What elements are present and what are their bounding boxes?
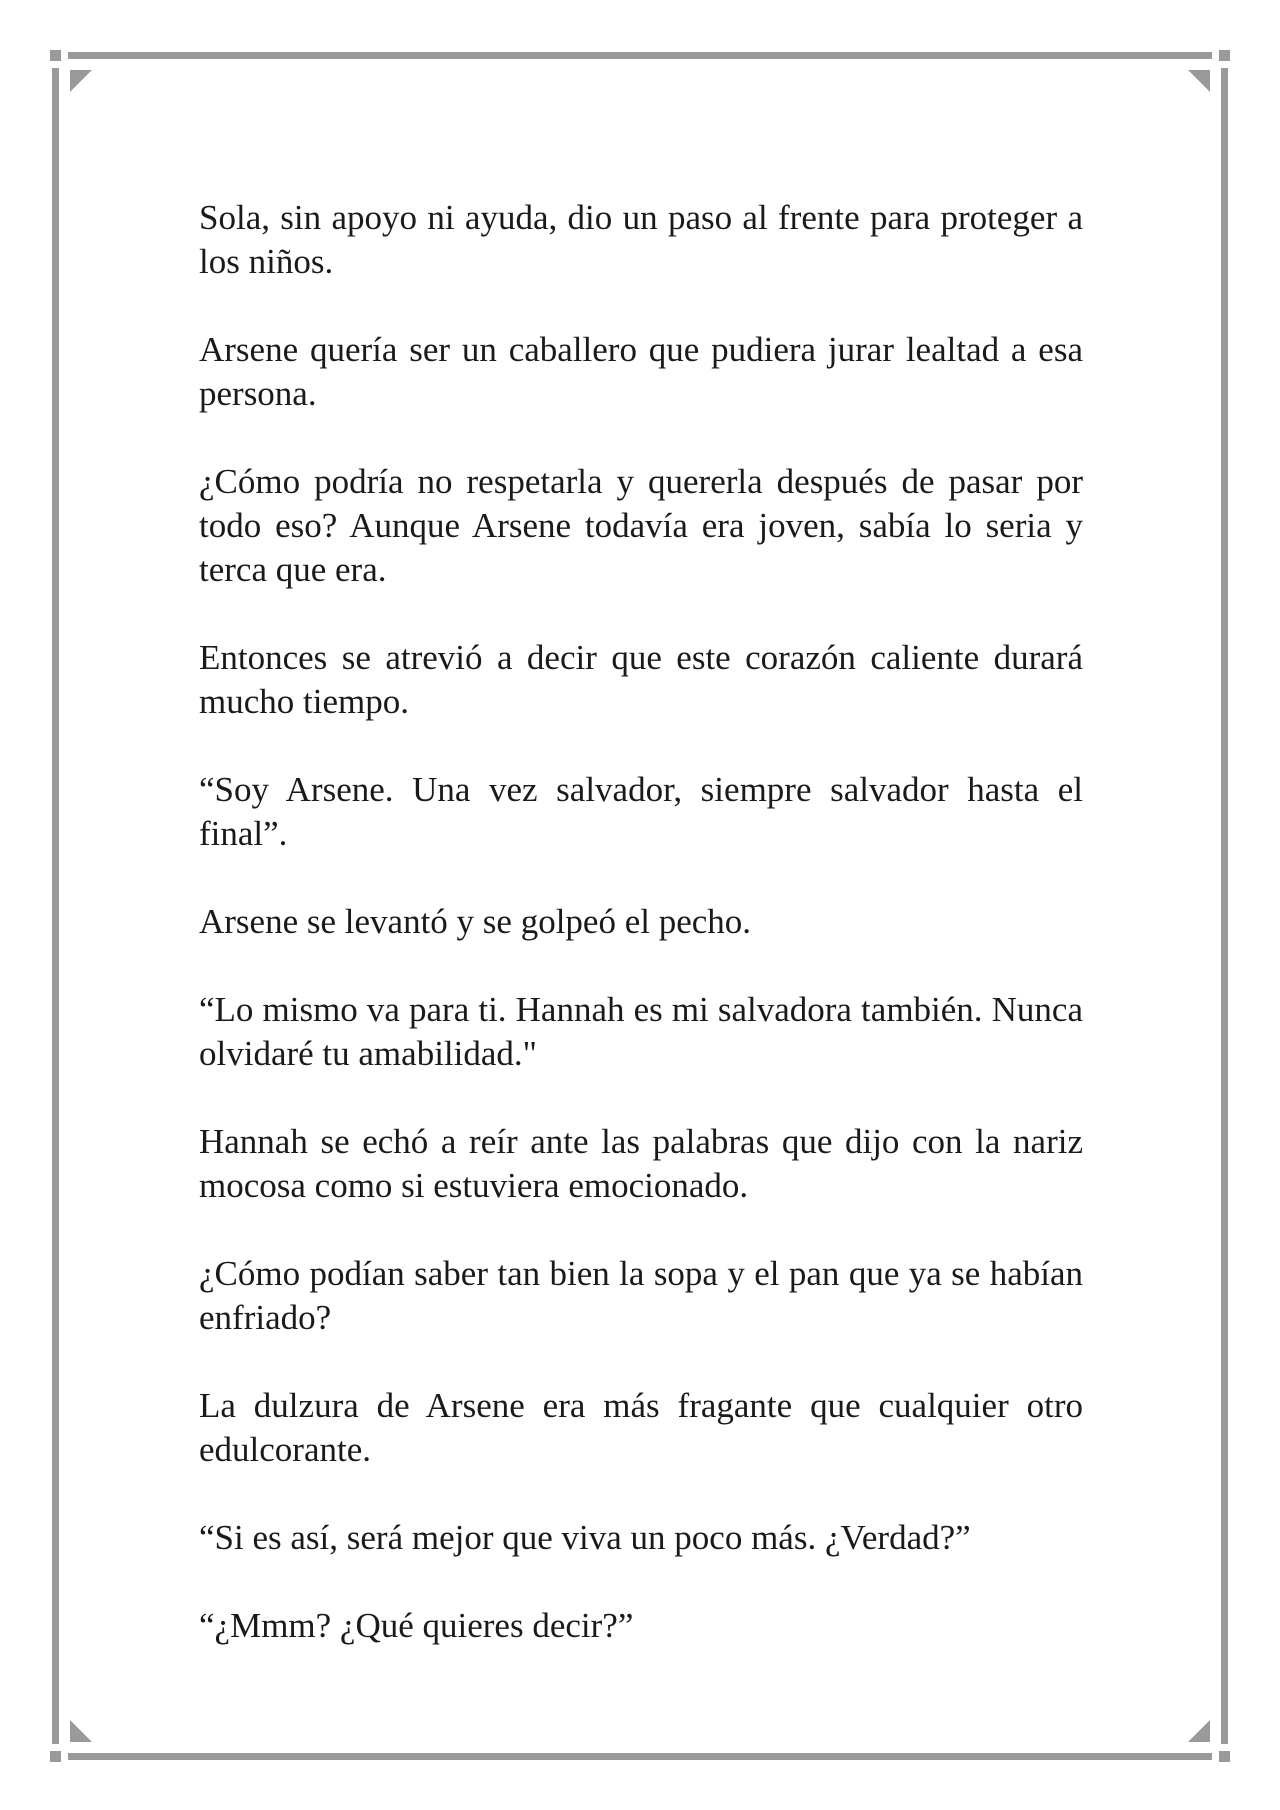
- border-right: [1221, 68, 1228, 1744]
- paragraph: Hannah se echó a reír ante las palabras que dijo con la nariz mocosa como si estuviera emocionado.: [199, 1122, 1083, 1205]
- corner-triangle-br: [1188, 1720, 1210, 1742]
- paragraph: La dulzura de Arsene era más fragante que cualquier otro edulcorante.: [199, 1386, 1083, 1469]
- paragraph: Arsene se levantó y se golpeó el pecho.: [199, 902, 752, 941]
- corner-triangle-tr: [1188, 70, 1210, 92]
- paragraph: “Lo mismo va para ti. Hannah es mi salvadora también. Nunca olvidaré tu amabilidad.": [199, 990, 1083, 1073]
- corner-square-tr: [1219, 50, 1230, 61]
- border-left: [52, 68, 59, 1744]
- paragraph: Entonces se atrevió a decir que este corazón caliente durará mucho tiempo.: [199, 638, 1083, 721]
- corner-square-bl: [50, 1751, 61, 1762]
- paragraph: ¿Cómo podría no respetarla y quererla después de pasar por todo eso? Aunque Arsene todavía era joven, sabía lo seria y terca que era.: [199, 462, 1083, 589]
- page-text-body: [199, 196, 1083, 1692]
- paragraph: Sola, sin apoyo ni ayuda, dio un paso al frente para proteger a los niños.: [199, 198, 1083, 281]
- corner-square-br: [1219, 1751, 1230, 1762]
- border-bottom: [68, 1753, 1212, 1760]
- paragraph: ¿Cómo podían saber tan bien la sopa y el pan que ya se habían enfriado?: [199, 1254, 1083, 1337]
- corner-triangle-bl: [70, 1720, 92, 1742]
- border-top: [68, 52, 1212, 59]
- paragraph: “Soy Arsene. Una vez salvador, siempre salvador hasta el final”.: [199, 770, 1083, 853]
- paragraph: Arsene quería ser un caballero que pudiera jurar lealtad a esa persona.: [199, 330, 1083, 413]
- paragraph: “Si es así, será mejor que viva un poco más. ¿Verdad?”: [199, 1518, 971, 1557]
- corner-triangle-tl: [70, 70, 92, 92]
- paragraph: “¿Mmm? ¿Qué quieres decir?”: [199, 1606, 634, 1645]
- corner-square-tl: [50, 50, 61, 61]
